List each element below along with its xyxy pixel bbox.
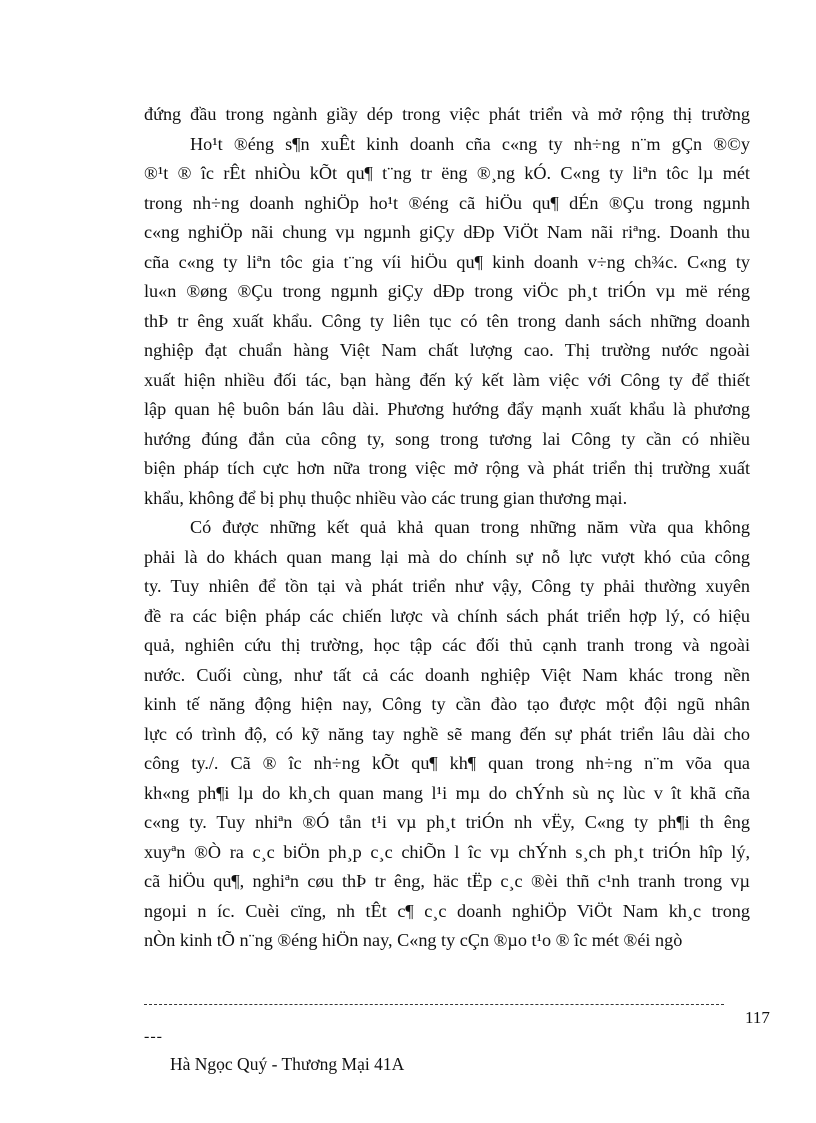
body-line-10: xuất hiện nhiều đối tác, bạn hàng đến ký kết làm việc với Công ty để thiết xyxy=(144,369,750,390)
body-line-27: cã hiÖu qu¶, nghiªn cøu thÞ tr êng, häc tËp c¸c ®èi thñ c¹nh tranh trong vµ xyxy=(144,871,750,891)
body-line-21: kinh tế năng động hiện nay, Công ty cần đào tạo được một đội ngũ nhân xyxy=(144,694,750,714)
body-line-17: ty. Tuy nhiên để tồn tại và phát triển như vậy, Công ty phải thường xuyên xyxy=(144,576,750,596)
body-line-1: đứng đầu trong ngành giầy dép trong việc phát triển và mở rộng thị trường xyxy=(144,104,750,124)
body-line-25: c«ng ty. Tuy nhiªn ®Ó tån t¹i vµ ph¸t triÓn nh vËy, C«ng ty ph¶i th êng xyxy=(144,812,750,832)
body-line-14: khẩu, không để bị phụ thuộc nhiều vào các trung gian thương mại. xyxy=(144,487,628,508)
body-line-9: nghiệp đạt chuẩn hàng Việt Nam chất lượng cao. Thị trường nước ngoài xyxy=(144,340,750,360)
body-line-5: c«ng nghiÖp nãi chung vµ ngµnh giÇy dÐp ViÖt Nam nãi riªng. Doanh thu xyxy=(144,222,750,242)
body-line-8: thÞ tr êng xuất khẩu. Công ty liên tục có tên trong danh sách những doanh xyxy=(144,310,750,331)
body-line-22: lực có trình độ, có kỹ năng tay nghề sẽ mang đến sự phát triển lâu dài cho xyxy=(144,723,750,744)
body-line-7: lu«n ®øng ®Çu trong ngµnh giÇy dÐp trong viÖc ph¸t triÓn vµ më réng xyxy=(144,281,750,301)
body-line-3: ®¹t ® îc rÊt nhiÒu kÕt qu¶ t¨ng tr ëng ®¸ng kÓ. C«ng ty liªn tôc lµ mét xyxy=(144,163,750,183)
body-line-26: xuyªn ®Ò ra c¸c biÖn ph¸p c¸c chiÕn l îc vµ chÝnh s¸ch ph¸t triÓn hîp lý, xyxy=(144,841,750,862)
footer-author: Hà Ngọc Quý - Thương Mại 41A xyxy=(170,1054,405,1074)
body-line-28: ngoµi n íc. Cuèi cïng, nh tÊt c¶ c¸c doanh nghiÖp ViÖt Nam kh¸c trong xyxy=(144,900,750,921)
body-line-4: trong nh÷ng doanh nghiÖp ho¹t ®éng cã hiÖu qu¶ dÉn ®Çu trong ngµnh xyxy=(144,192,750,213)
body-line-11: lập quan hệ buôn bán lâu dài. Phương hướng đẩy mạnh xuất khẩu là phương xyxy=(144,399,750,419)
body-line-24: kh«ng ph¶i lµ do kh¸ch quan mang l¹i mµ do chÝnh sù nç lùc v ît khã cña xyxy=(144,782,750,803)
body-line-6: cña c«ng ty liªn tôc gia t¨ng víi hiÖu qu¶ kinh doanh v÷ng ch¾c. C«ng ty xyxy=(144,251,750,272)
body-line-16: phải là do khách quan mang lại mà do chính sự nỗ lực vượt khó của công xyxy=(144,546,750,567)
body-text xyxy=(144,100,750,956)
body-line-13: biện pháp tích cực hơn nữa trong việc mở rộng và phát triển thị trường xuất xyxy=(144,458,750,478)
body-line-12: hướng đúng đắn của công ty, song trong tương lai Công ty cần có nhiều xyxy=(144,428,750,449)
footer-dashed-rule xyxy=(144,1004,724,1005)
body-line-2: Ho¹t ®éng s¶n xuÊt kinh doanh cña c«ng ty nh÷ng n¨m gÇn ®©y xyxy=(190,133,750,154)
body-line-15: Có được những kết quả khả quan trong những năm vừa qua không xyxy=(190,517,750,537)
body-line-23: công ty./. Cã ® îc nh÷ng kÕt qu¶ kh¶ quan trong nh÷ng n¨m võa qua xyxy=(144,753,750,773)
body-line-19: quả, nghiên cứu thị trường, học tập các đối thủ cạnh tranh trong và ngoài xyxy=(144,635,750,655)
footer-rule-tail: --- xyxy=(144,1028,163,1045)
body-line-18: đề ra các biện pháp các chiến lược và chính sách phát triển hợp lý, có hiệu xyxy=(144,605,750,626)
body-line-20: nước. Cuối cùng, như tất cả các doanh nghiệp Việt Nam khác trong nền xyxy=(144,664,750,685)
page-number: 117 xyxy=(745,1008,770,1027)
body-line-29: nÒn kinh tÕ n¨ng ®éng hiÖn nay, C«ng ty cÇn ®µo t¹o ® îc mét ®éi ngò xyxy=(144,930,683,950)
